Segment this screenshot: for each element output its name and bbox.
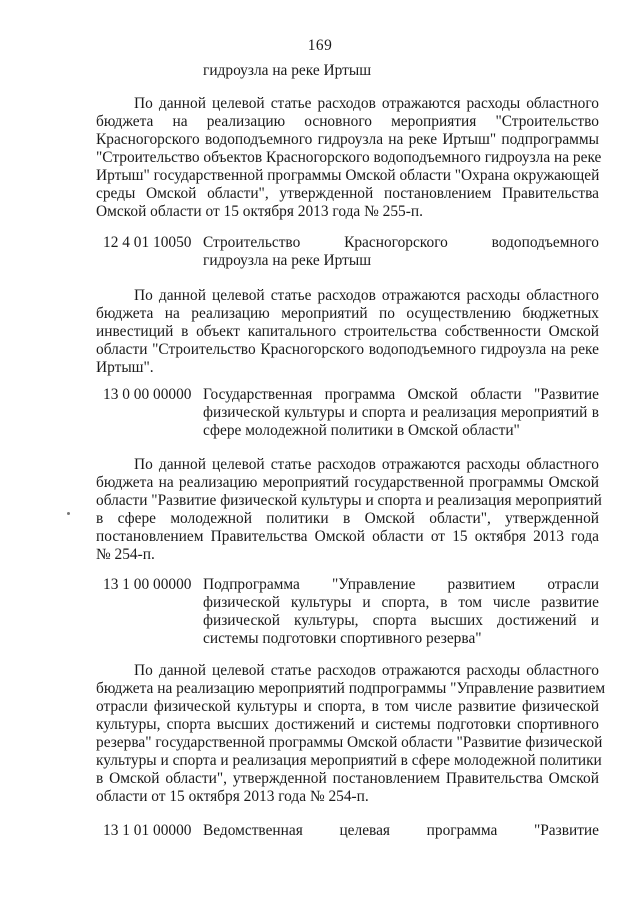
budget-code: 12 4 01 10050 <box>103 234 192 251</box>
entry-title-line: гидроузла на реке Иртыш <box>203 252 372 269</box>
paragraph-line: По данной целевой статье расходов отражаются расходы областного <box>134 287 599 304</box>
paragraph-line: № 254-п. <box>96 546 155 563</box>
paragraph-line: области "Развитие физической культуры и спорта и реализация мероприятий <box>96 492 602 509</box>
entry-title-line: Подпрограмма "Управление развитием отрасли <box>203 576 599 593</box>
paragraph-line: По данной целевой статье расходов отражаются расходы областного <box>134 662 599 679</box>
entry-title-line: системы подготовки спортивного резерва" <box>203 630 482 647</box>
paragraph-line: бюджета на реализацию мероприятий по осуществлению бюджетных <box>96 305 599 322</box>
paragraph-line: культуры, спорта высших достижений и системы подготовки спортивного <box>96 716 599 733</box>
paragraph-line: По данной целевой статье расходов отражаются расходы областного <box>134 95 599 112</box>
paragraph-line: области от 15 октября 2013 года № 254-п. <box>96 788 369 805</box>
entry-title-line: Ведомственная целевая программа "Развитие <box>203 822 599 839</box>
paragraph-line: По данной целевой статье расходов отражаются расходы областного <box>134 456 599 473</box>
entry-title-line: физической культуры и спорта, в том числе развитие <box>203 594 599 611</box>
paragraph-line: области "Строительство Красногорского водоподъемного гидроузла на реке <box>96 341 599 358</box>
entry-title-line: физической культуры, спорта высших достижений и <box>203 612 599 629</box>
budget-code: 13 0 00 00000 <box>103 386 192 403</box>
paragraph-line: Иртыш" государственной программы Омской области "Охрана окружающей <box>96 167 600 184</box>
paragraph-line: среды Омской области", утвержденной постановлением Правительства <box>96 185 599 202</box>
paragraph-line: резерва" государственной программы Омской области "Развитие физической <box>96 734 603 751</box>
paragraph-line: Красногорского водоподъемного гидроузла на реке Иртыш" подпрограммы <box>96 131 599 148</box>
page-number: 169 <box>307 37 333 54</box>
paragraph-line: бюджета на реализацию мероприятий подпрограммы "Управление развитием <box>96 680 606 697</box>
paragraph-line: постановлением Правительства Омской области от 15 октября 2013 года <box>96 528 599 545</box>
entry-title-line: Государственная программа Омской области "Развитие <box>203 386 599 403</box>
paragraph-line: культуры и спорта и реализация мероприятий в сфере молодежной политики <box>96 752 602 769</box>
entry-title-line: физической культуры и спорта и реализация мероприятий в <box>203 404 599 421</box>
paragraph-line: отрасли физической культуры и спорта, в том числе развитие физической <box>96 698 599 715</box>
heading-continuation: гидроузла на реке Иртыш <box>203 62 372 79</box>
paragraph-line: бюджета на реализацию основного мероприятия "Строительство <box>96 113 599 130</box>
paragraph-line: инвестиций в объект капитального строительства собственности Омской <box>96 323 599 340</box>
paragraph-line: бюджета на реализацию мероприятий государственной программы Омской <box>96 474 599 491</box>
paragraph-line: в Омской области", утвержденной постановлением Правительства Омской <box>96 770 599 787</box>
paragraph-line: в сфере молодежной политики в Омской области", утвержденной <box>96 510 599 527</box>
scan-speck <box>67 512 70 515</box>
entry-title-line: сфере молодежной политики в Омской области" <box>203 422 520 439</box>
budget-code: 13 1 01 00000 <box>103 822 192 839</box>
budget-code: 13 1 00 00000 <box>103 576 192 593</box>
paragraph-line: "Строительство объектов Красногорского водоподъемного гидроузла на реке <box>96 149 602 166</box>
entry-title-line: Строительство Красногорского водоподъемного <box>203 234 599 251</box>
paragraph-line: Иртыш". <box>96 359 154 376</box>
paragraph-line: Омской области от 15 октября 2013 года № 255-п. <box>96 203 423 220</box>
